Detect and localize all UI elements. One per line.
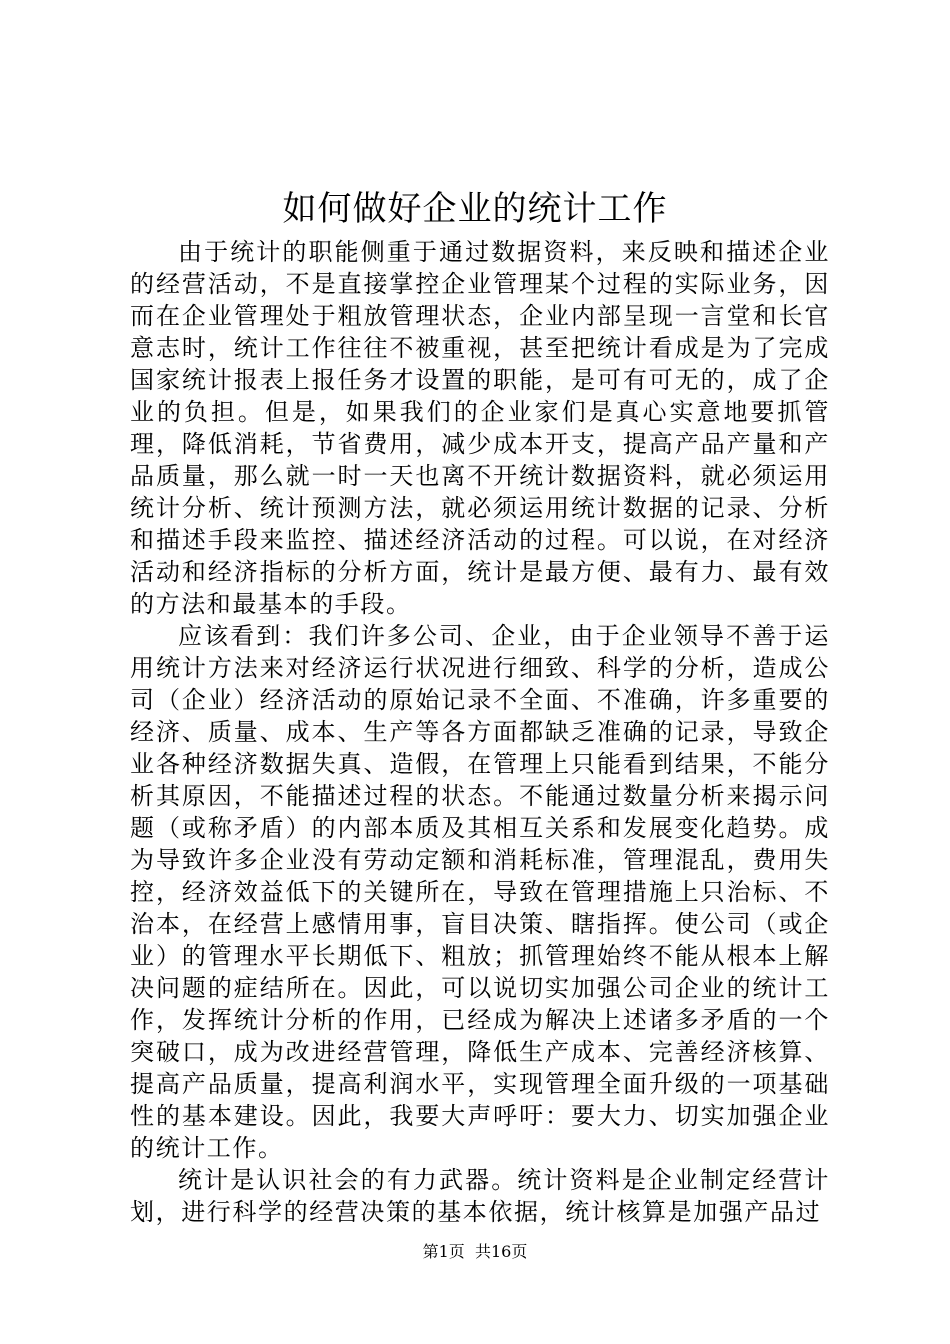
paragraph-2: 应该看到：我们许多公司、企业，由于企业领导不善于运用统计方法来对经济运行状况进行细致、科学的分析，造成公司（企业）经济活动的原始记录不全面、不准确，许多重要的经济、质量、成本、生产等各方面都缺乏准确的记录，导致企业各种经济数据失真、造假，在管理上只能看到结果，不能分析其原因，不能描述过程的状态。不能通过数量分析来揭示问题（或称矛盾）的内部本质及其相互关系和发展变化趋势。成为导致许多企业没有劳动定额和消耗标准，管理混乱，费用失控，经济效益低下的关键所在，导致在管理措施上只治标、不治本，在经营上感情用事，盲目决策、瞎指挥。使公司（或企业）的管理水平长期低下、粗放；抓管理始终不能从根本上解决问题的症结所在。因此，可以说切实加强公司企业的统计工作，发挥统计分析的作用，已经成为解决上述诸多矛盾的一个突破口，成为改进经营管理，降低生产成本、完善经济核算、提高产品质量，提高利润水平，实现管理全面升级的一项基础性的基本建设。因此，我要大声呼吁：要大力、切实加强企业的统计工作。: [130, 622, 830, 1162]
document-title: 如何做好企业的统计工作: [282, 189, 668, 229]
page-total: 共16页: [474, 1242, 528, 1261]
page-footer: [0, 1241, 950, 1263]
footer-spacer: [465, 1242, 475, 1261]
page-number: 第1页: [422, 1242, 465, 1261]
paragraph-1: 由于统计的职能侧重于通过数据资料，来反映和描述企业的经营活动，不是直接掌控企业管理某个过程的实际业务，因而在企业管理处于粗放管理状态，企业内部呈现一言堂和长官意志时，统计工作往往不被重视，甚至把统计看成是为了完成国家统计报表上报任务才设置的职能，是可有可无的，成了企业的负担。但是，如果我们的企业家们是真心实意地要抓管理，降低消耗，节省费用，减少成本开支，提高产品产量和产品质量，那么就一时一天也离不开统计数据资料，就必须运用统计分析、统计预测方法，就必须运用统计数据的记录、分析和描述手段来监控、描述经济活动的过程。可以说，在对经济活动和经济指标的分析方面，统计是最方便、最有力、最有效的方法和最基本的手段。: [130, 238, 830, 618]
paragraph-3: 统计是认识社会的有力武器。统计资料是企业制定经营计划，进行科学的经营决策的基本依据，统计核算是加强产品过: [130, 1166, 830, 1226]
document-body: [130, 236, 830, 1228]
